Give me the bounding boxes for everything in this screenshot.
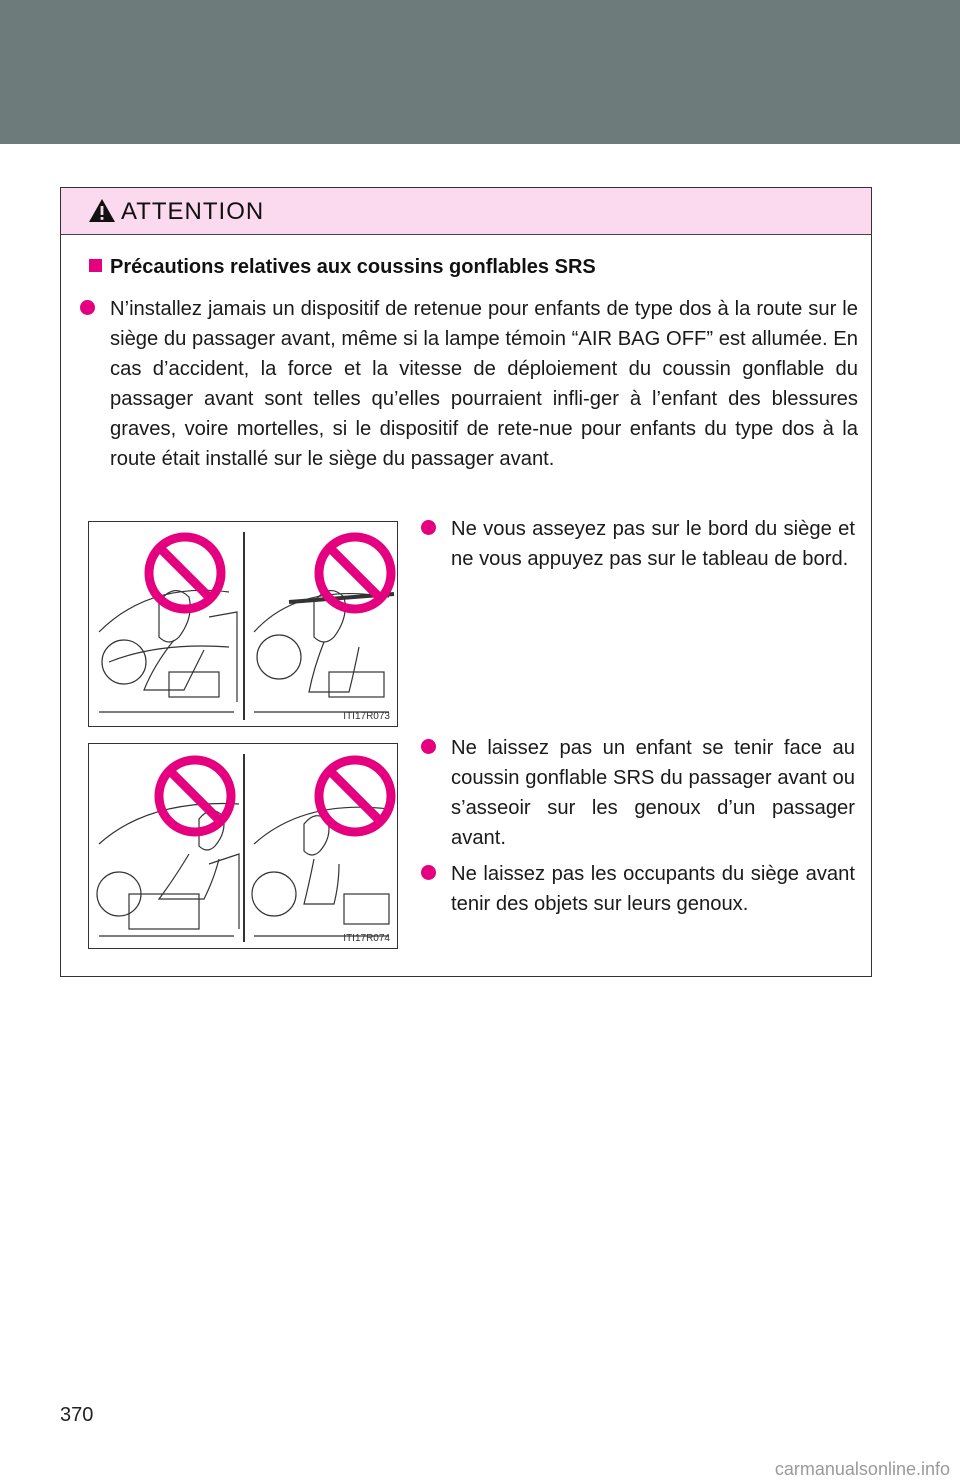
car-interior-illustration	[89, 744, 399, 950]
bullet-dot-icon	[421, 520, 436, 535]
section-heading	[89, 256, 596, 279]
bullet-item	[421, 859, 855, 919]
prohibition-sign-icon	[149, 537, 221, 609]
page-number: 370	[60, 1404, 94, 1426]
bullet-text: N’installez jamais un dispositif de retenue pour enfants de type dos à la route sur le siège du passager avant, même si la lampe témoin “AIR BAG OFF” est allumée. En cas d’accident, la force et la vitesse de déploiement du coussin gonflable du passager avant sont telles qu’elles pourraient infli-ger à l’enfant des blessures graves, voire mortelles, si le dispositif de rete-nue pour enfants du type dos à la route était installé sur le siège du passager avant.	[110, 298, 858, 470]
bullet-text: Ne laissez pas un enfant se tenir face au coussin gonflable SRS du passager avant ou s’asseoir sur les genoux d’un passager avant.	[451, 737, 855, 849]
attention-box	[60, 187, 872, 977]
illustration-leaning-dashboard	[88, 521, 398, 727]
car-interior-illustration	[89, 522, 399, 728]
bullet-dot-icon	[421, 865, 436, 880]
illustration-code: ITI17R073	[343, 711, 390, 722]
attention-title: ATTENTION	[121, 198, 265, 225]
section-square-icon	[89, 259, 102, 272]
warning-icon	[88, 198, 116, 223]
bullet-text: Ne laissez pas les occupants du siège avant tenir des objets sur leurs genoux.	[451, 863, 855, 915]
page-top-band	[0, 0, 960, 144]
bullet-dot-icon	[421, 739, 436, 754]
prohibition-sign-icon	[319, 760, 391, 832]
bullet-text: Ne vous asseyez pas sur le bord du siège et ne vous appuyez pas sur le tableau de bord.	[451, 518, 855, 570]
bullet-item	[421, 514, 855, 574]
bullet-item	[80, 294, 858, 474]
watermark: carmanualsonline.info	[774, 1459, 950, 1479]
attention-header	[61, 188, 871, 235]
bullet-dot-icon	[80, 300, 95, 315]
illustration-child-on-lap	[88, 743, 398, 949]
section-title-text: Précautions relatives aux coussins gonflables SRS	[110, 256, 596, 278]
prohibition-sign-icon	[159, 760, 231, 832]
illustration-code: ITI17R074	[343, 933, 390, 944]
bullet-item	[421, 733, 855, 853]
